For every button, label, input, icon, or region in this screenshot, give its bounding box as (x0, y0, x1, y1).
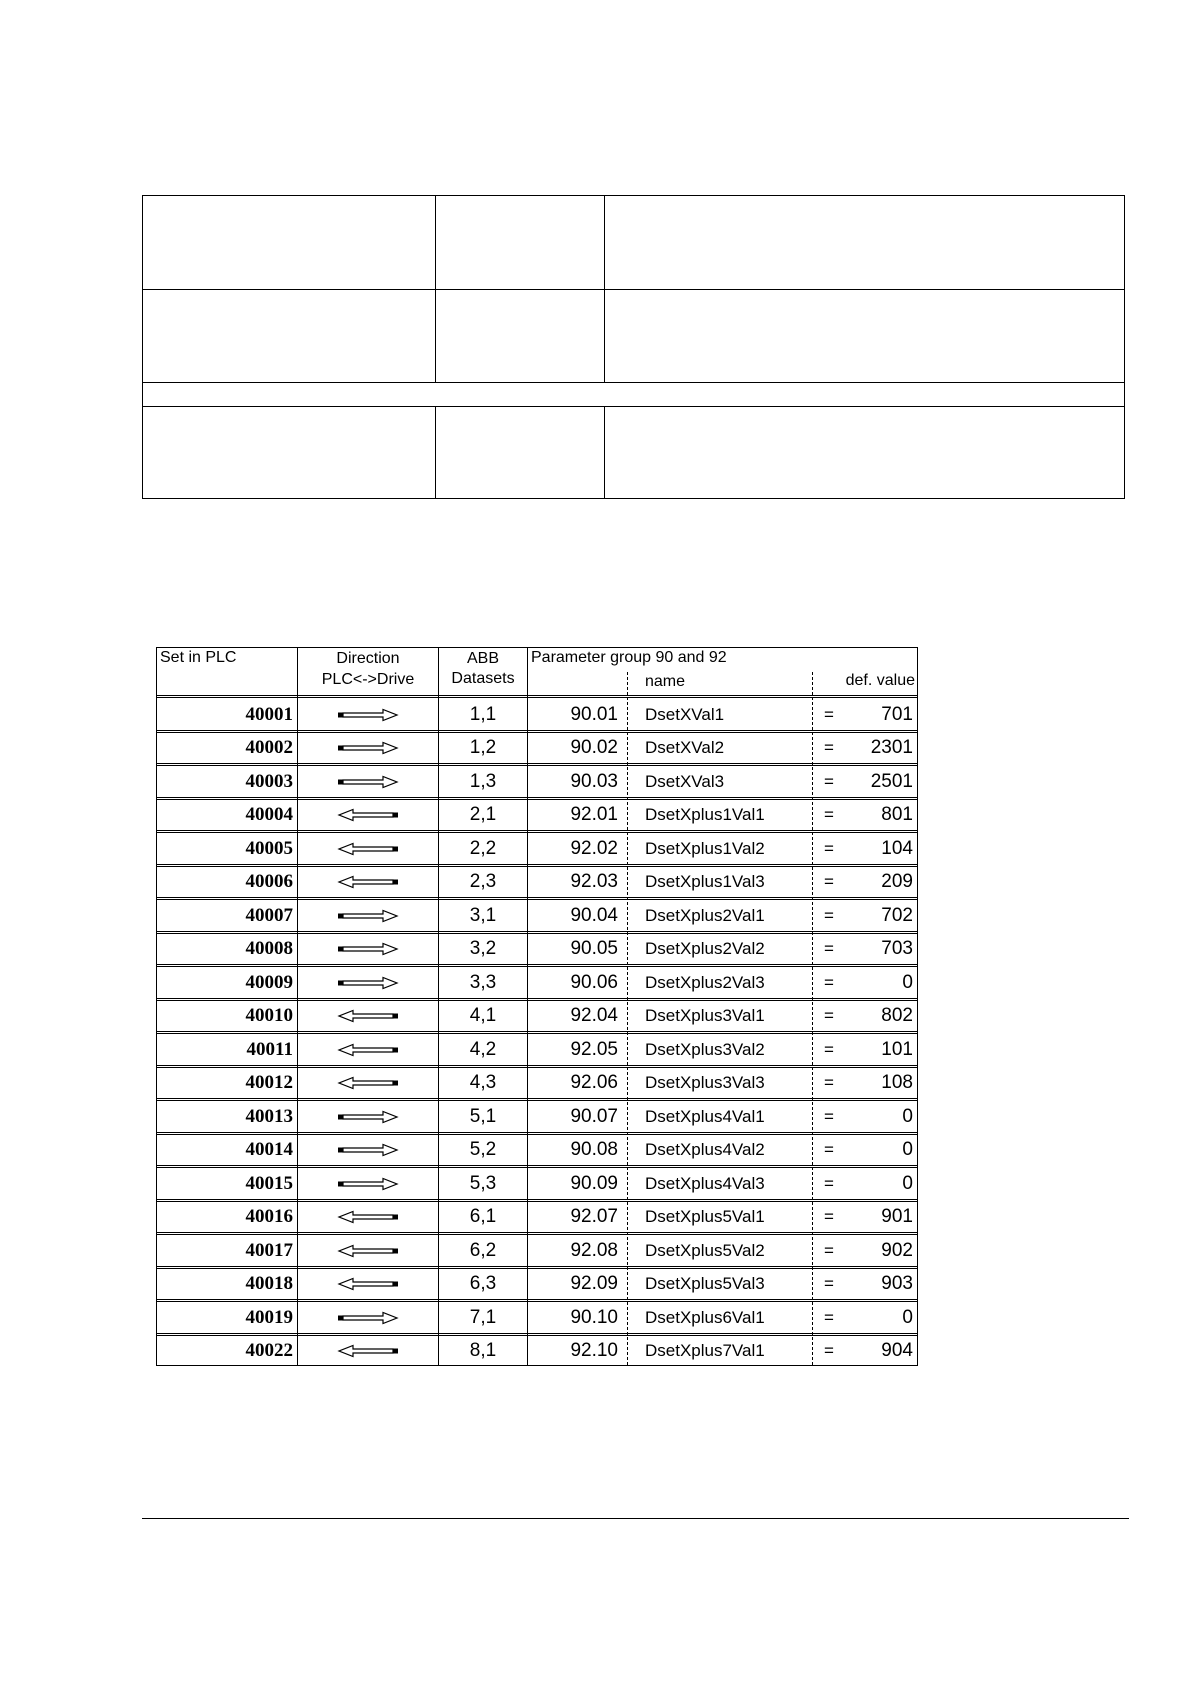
dataset-cell: 3,3 (469, 971, 497, 993)
default-value-cell: 108 (881, 1072, 913, 1094)
default-value-cell: 101 (881, 1038, 913, 1060)
parameter-number-cell: 90.02 (570, 737, 618, 759)
parameter-name-cell: DsetXVal1 (645, 704, 725, 724)
plc-register-cell: 40002 (245, 737, 293, 759)
parameter-number-cell: 92.09 (570, 1273, 618, 1295)
plc-register-cell: 40004 (245, 804, 293, 826)
arrow-left-icon (298, 1335, 438, 1369)
parameter-name-cell: DsetXVal3 (645, 771, 725, 791)
plc-register-cell: 40012 (245, 1072, 293, 1094)
plc-register-cell: 40001 (245, 703, 293, 725)
parameter-number-cell: 90.08 (570, 1139, 618, 1161)
arrow-left-icon (298, 1033, 438, 1067)
dataset-cell: 7,1 (469, 1306, 497, 1328)
header-direction (298, 648, 438, 696)
equals-cell: = (824, 972, 834, 992)
table-row (157, 933, 917, 967)
parameter-number-cell: 90.03 (570, 770, 618, 792)
default-value-cell: 0 (902, 1306, 913, 1328)
dataset-cell: 6,2 (469, 1239, 497, 1261)
table-row (157, 1033, 917, 1067)
default-value-cell: 2301 (870, 737, 913, 759)
header-label: Datasets (451, 670, 515, 687)
arrow-right-icon (298, 1100, 438, 1134)
parameter-number-cell: 92.01 (570, 804, 618, 826)
parameter-number-cell: 90.01 (570, 703, 618, 725)
parameter-number-cell: 90.09 (570, 1172, 618, 1194)
parameter-number-cell: 90.05 (570, 938, 618, 960)
arrow-left-icon (298, 1067, 438, 1101)
equals-cell: = (824, 1341, 834, 1361)
plc-register-cell: 40009 (245, 971, 293, 993)
parameter-name-cell: DsetXplus5Val3 (645, 1274, 765, 1294)
header-parameter-group (528, 648, 917, 696)
parameter-name-cell: DsetXplus1Val1 (645, 805, 765, 825)
grid-divider (143, 382, 1124, 383)
default-value-cell: 0 (902, 1139, 913, 1161)
parameter-name-cell: DsetXplus3Val2 (645, 1039, 765, 1059)
table-row (157, 1067, 917, 1101)
table-row (157, 1268, 917, 1302)
plc-register-cell: 40006 (245, 871, 293, 893)
arrow-right-icon (298, 1301, 438, 1335)
parameter-name-cell: DsetXplus2Val2 (645, 939, 765, 959)
dataset-cell: 8,1 (469, 1340, 497, 1362)
equals-cell: = (824, 1039, 834, 1059)
table-row (157, 1000, 917, 1034)
plc-register-cell: 40022 (245, 1340, 293, 1362)
parameter-name-cell: DsetXplus6Val1 (645, 1307, 765, 1327)
table-row (157, 1301, 917, 1335)
equals-cell: = (824, 1307, 834, 1327)
parameter-name-cell: DsetXVal2 (645, 738, 725, 758)
parameter-name-cell: DsetXplus1Val3 (645, 872, 765, 892)
arrow-left-icon (298, 799, 438, 833)
arrow-right-icon (298, 732, 438, 766)
arrow-left-icon (298, 1201, 438, 1235)
table-row (157, 966, 917, 1000)
arrow-left-icon (298, 832, 438, 866)
parameter-number-cell: 92.06 (570, 1072, 618, 1094)
header-label: Parameter group 90 and 92 (531, 649, 727, 666)
plc-register-cell: 40007 (245, 904, 293, 926)
dataset-cell: 5,2 (469, 1139, 497, 1161)
equals-cell: = (824, 738, 834, 758)
default-value-cell: 0 (902, 1172, 913, 1194)
dataset-cell: 4,1 (469, 1005, 497, 1027)
parameter-name-cell: DsetXplus1Val2 (645, 838, 765, 858)
default-value-cell: 802 (881, 1005, 913, 1027)
arrow-right-icon (298, 966, 438, 1000)
equals-cell: = (824, 939, 834, 959)
arrow-right-icon (298, 698, 438, 732)
default-value-cell: 702 (881, 904, 913, 926)
dataset-cell: 3,2 (469, 938, 497, 960)
table-row (157, 1234, 917, 1268)
parameter-number-cell: 92.02 (570, 837, 618, 859)
parameter-name-cell: DsetXplus5Val2 (645, 1240, 765, 1260)
equals-cell: = (824, 838, 834, 858)
table-row (157, 1335, 917, 1369)
table-row (157, 1100, 917, 1134)
plc-register-cell: 40011 (246, 1038, 293, 1060)
dataset-cell: 4,2 (469, 1038, 497, 1060)
arrow-right-icon (298, 765, 438, 799)
dataset-cell: 4,3 (469, 1072, 497, 1094)
plc-register-cell: 40008 (245, 938, 293, 960)
equals-cell: = (824, 1073, 834, 1093)
equals-cell: = (824, 805, 834, 825)
equals-cell: = (824, 1106, 834, 1126)
plc-register-cell: 40017 (245, 1239, 293, 1261)
parameter-number-cell: 90.10 (570, 1306, 618, 1328)
grid-divider (143, 406, 1124, 407)
default-value-cell: 801 (881, 804, 913, 826)
dataset-cell: 1,3 (469, 770, 497, 792)
plc-register-cell: 40015 (245, 1172, 293, 1194)
arrow-left-icon (298, 1268, 438, 1302)
parameter-name-cell: DsetXplus4Val1 (645, 1106, 765, 1126)
dataset-cell: 5,3 (469, 1172, 497, 1194)
header-label: ABB (466, 650, 499, 667)
default-value-cell: 903 (881, 1273, 913, 1295)
equals-cell: = (824, 704, 834, 724)
arrow-left-icon (298, 866, 438, 900)
plc-register-cell: 40013 (245, 1105, 293, 1127)
dataset-cell: 2,1 (469, 804, 497, 826)
table-row (157, 1134, 917, 1168)
equals-cell: = (824, 1140, 834, 1160)
grid-divider (143, 289, 1124, 290)
parameter-number-cell: 92.05 (570, 1038, 618, 1060)
default-value-cell: 703 (881, 938, 913, 960)
parameter-number-cell: 90.06 (570, 971, 618, 993)
header-label: Set in PLC (160, 649, 237, 666)
header-label: PLC<->Drive (321, 671, 415, 688)
parameter-name-cell: DsetXplus3Val1 (645, 1006, 765, 1026)
equals-cell: = (824, 905, 834, 925)
table-row (157, 832, 917, 866)
default-value-cell: 0 (902, 971, 913, 993)
equals-cell: = (824, 1207, 834, 1227)
dataset-cell: 6,1 (469, 1206, 497, 1228)
header-set-in-plc (157, 648, 297, 696)
parameter-number-cell: 92.03 (570, 871, 618, 893)
header-label: name (645, 673, 686, 690)
header-label: def. value (845, 672, 915, 689)
table-row (157, 799, 917, 833)
parameter-number-cell: 92.08 (570, 1239, 618, 1261)
grid-divider (604, 406, 605, 499)
equals-cell: = (824, 1274, 834, 1294)
table-row (157, 698, 917, 732)
dataset-cell: 1,2 (469, 737, 497, 759)
parameter-number-cell: 90.07 (570, 1105, 618, 1127)
default-value-cell: 209 (881, 871, 913, 893)
plc-register-cell: 40005 (245, 837, 293, 859)
parameter-number-cell: 92.10 (570, 1340, 618, 1362)
plc-register-cell: 40016 (245, 1206, 293, 1228)
footer-rule (142, 1518, 1129, 1519)
dataset-cell: 2,3 (469, 871, 497, 893)
dataset-cell: 3,1 (469, 904, 497, 926)
default-value-cell: 0 (902, 1105, 913, 1127)
parameter-name-cell: DsetXplus2Val1 (645, 905, 765, 925)
plc-register-cell: 40010 (245, 1005, 293, 1027)
table-row (157, 899, 917, 933)
arrow-right-icon (298, 1134, 438, 1168)
grid-divider (435, 406, 436, 499)
parameter-mapping-table (156, 647, 918, 1366)
parameter-number-cell: 92.07 (570, 1206, 618, 1228)
default-value-cell: 104 (881, 837, 913, 859)
table-row (157, 732, 917, 766)
plc-register-cell: 40019 (245, 1306, 293, 1328)
header-abb-datasets (439, 648, 527, 696)
arrow-left-icon (298, 1000, 438, 1034)
default-value-cell: 701 (881, 703, 913, 725)
default-value-cell: 904 (881, 1340, 913, 1362)
equals-cell: = (824, 1173, 834, 1193)
parameter-name-cell: DsetXplus7Val1 (645, 1341, 765, 1361)
default-value-cell: 2501 (870, 770, 913, 792)
parameter-name-cell: DsetXplus5Val1 (645, 1207, 765, 1227)
empty-grid-table (142, 195, 1125, 499)
equals-cell: = (824, 1006, 834, 1026)
table-row (157, 866, 917, 900)
parameter-name-cell: DsetXplus4Val3 (645, 1173, 765, 1193)
arrow-right-icon (298, 1167, 438, 1201)
parameter-number-cell: 92.04 (570, 1005, 618, 1027)
table-row (157, 765, 917, 799)
arrow-right-icon (298, 899, 438, 933)
dataset-cell: 5,1 (469, 1105, 497, 1127)
dataset-cell: 2,2 (469, 837, 497, 859)
parameter-name-cell: DsetXplus2Val3 (645, 972, 765, 992)
plc-register-cell: 40003 (245, 770, 293, 792)
plc-register-cell: 40014 (245, 1139, 293, 1161)
dataset-cell: 6,3 (469, 1273, 497, 1295)
equals-cell: = (824, 1240, 834, 1260)
table-row (157, 1201, 917, 1235)
parameter-name-cell: DsetXplus4Val2 (645, 1140, 765, 1160)
equals-cell: = (824, 771, 834, 791)
parameter-number-cell: 90.04 (570, 904, 618, 926)
default-value-cell: 901 (881, 1206, 913, 1228)
parameter-name-cell: DsetXplus3Val3 (645, 1073, 765, 1093)
arrow-right-icon (298, 933, 438, 967)
header-label: Direction (336, 650, 400, 667)
equals-cell: = (824, 872, 834, 892)
table-row (157, 1167, 917, 1201)
arrow-left-icon (298, 1234, 438, 1268)
plc-register-cell: 40018 (245, 1273, 293, 1295)
default-value-cell: 902 (881, 1239, 913, 1261)
dataset-cell: 1,1 (469, 703, 497, 725)
